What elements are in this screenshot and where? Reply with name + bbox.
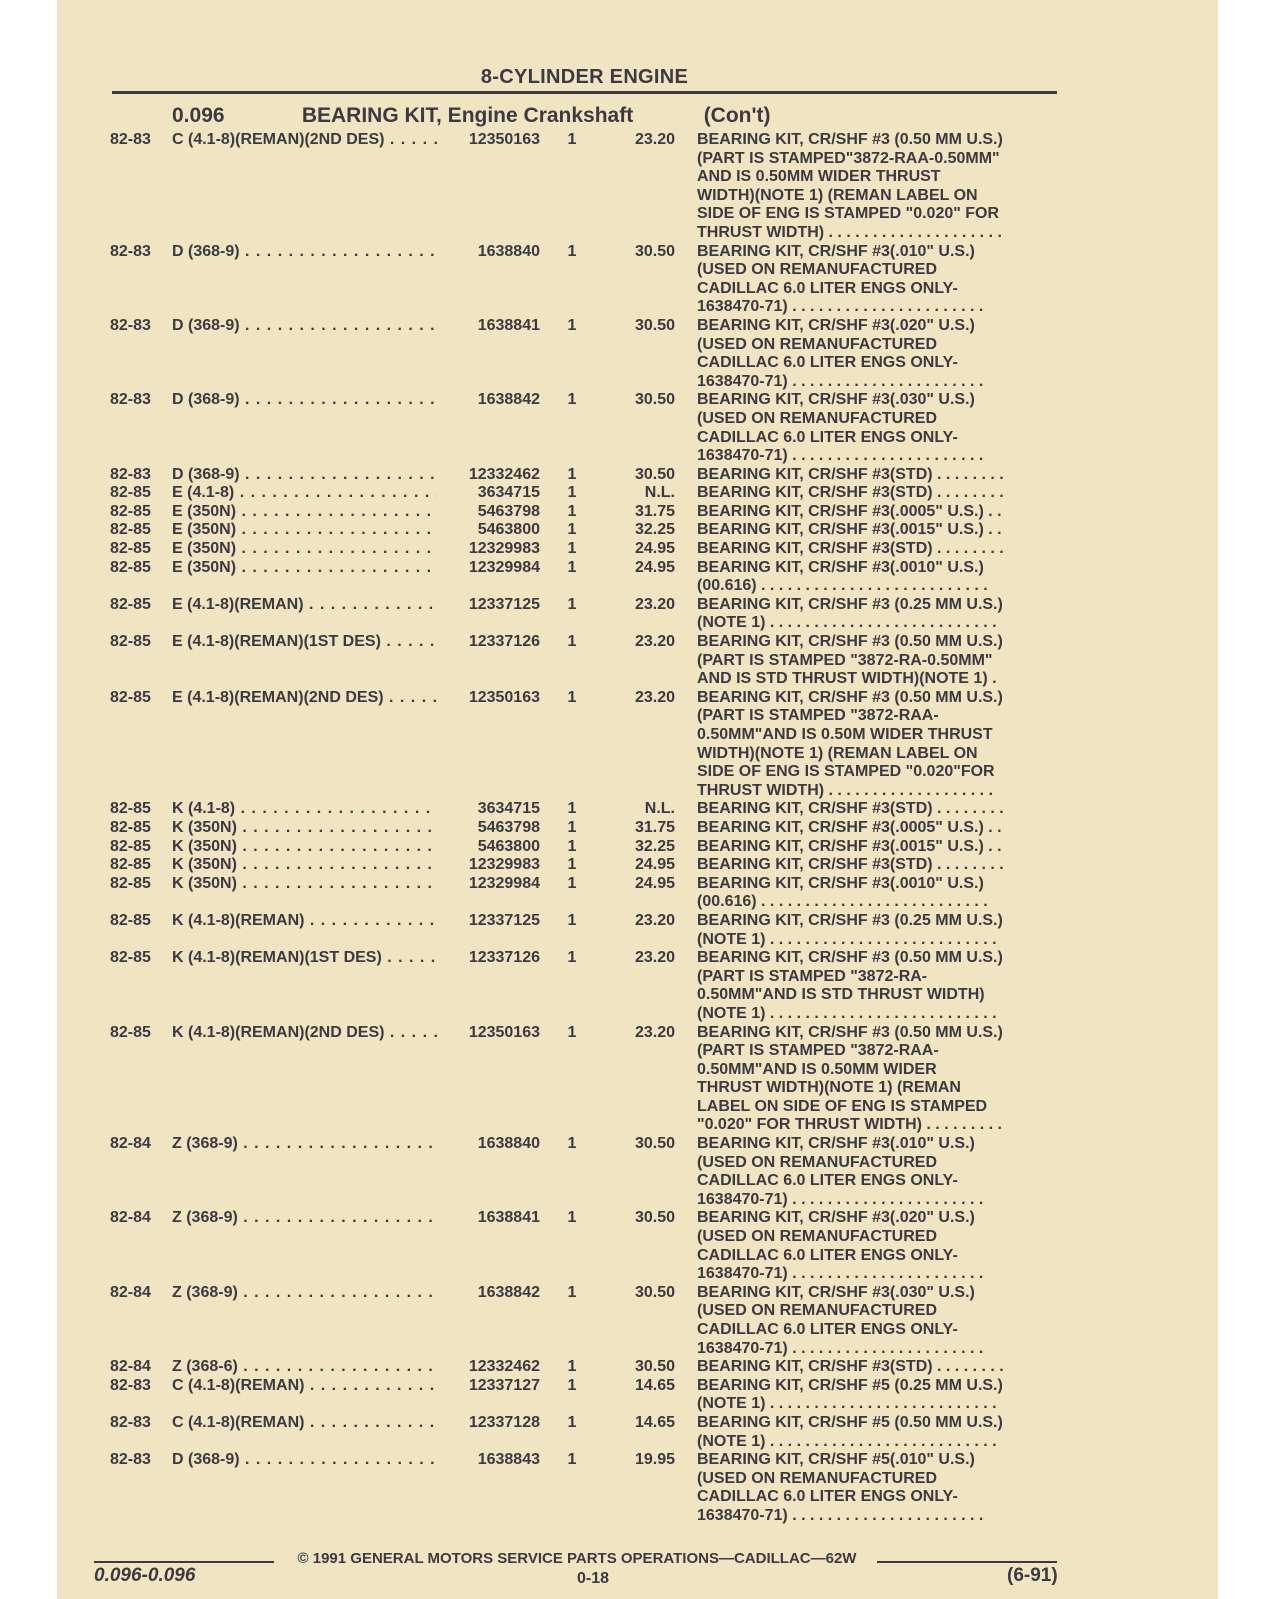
- quantity: 1: [567, 484, 577, 502]
- part-number: 1638841: [442, 317, 540, 336]
- revision-date: (6-91): [1007, 1565, 1058, 1586]
- quantity: 1: [567, 818, 577, 836]
- part-description: [697, 521, 1062, 540]
- description-prefix: BEARING KIT,: [697, 391, 804, 409]
- description-text: CR/SHF #5 (0.25 MM U.S.) (NOTE 1) . . . . . . . . . . . . . . . . . . . . . . . . . .: [697, 1376, 1003, 1413]
- part-number: 12337125: [442, 912, 540, 931]
- model-years: 82-84: [110, 1135, 151, 1153]
- description-text: CR/SHF #3(.0010" U.S.) (00.616) . . . . . . . . . . . . . . . . . . . . . . . . . .: [697, 874, 988, 911]
- engine-code: Z (368-9) . . .: [172, 1135, 437, 1154]
- description-prefix: BEARING KIT,: [697, 1376, 804, 1394]
- part-description: [697, 819, 1062, 838]
- description-prefix: BEARING KIT,: [697, 1451, 804, 1469]
- part-row: [110, 1284, 1070, 1358]
- model-years: 82-83: [110, 1376, 151, 1394]
- quantity: 1: [567, 633, 577, 651]
- model-years: 82-85: [110, 856, 151, 874]
- description-prefix: BEARING KIT,: [697, 911, 804, 929]
- description-prefix: BEARING KIT,: [697, 595, 804, 613]
- part-description: [697, 596, 1062, 633]
- description-prefix: BEARING KIT,: [697, 1283, 804, 1301]
- footer-rule-left: [94, 1561, 274, 1563]
- price: 32.25: [634, 521, 675, 539]
- model-years: 82-85: [110, 688, 151, 706]
- section-title: [172, 104, 770, 128]
- part-number: 12332462: [442, 1358, 540, 1377]
- part-description: [697, 131, 1062, 243]
- quantity: 1: [567, 242, 577, 260]
- description-text: CR/SHF #3(.010" U.S.) (USED ON REMANUFACTURED CADILLAC 6.0 LITER ENGS ONLY- 1638470-71) . . . . . . . . . . . . . . . . . . . . . .: [697, 242, 984, 316]
- quantity: 1: [567, 688, 577, 706]
- part-row: [110, 391, 1070, 465]
- part-row: [110, 949, 1070, 1023]
- description-prefix: BEARING KIT,: [697, 874, 804, 892]
- quantity: 1: [567, 1413, 577, 1431]
- description-text: CR/SHF #3(.020" U.S.) (USED ON REMANUFACTURED CADILLAC 6.0 LITER ENGS ONLY- 1638470-71) . . . . . . . . . . . . . . . . . . . . . .: [697, 1209, 984, 1283]
- part-number: 12337127: [442, 1377, 540, 1396]
- engine-code: D (368-9) . . .: [172, 1451, 437, 1470]
- quantity: 1: [567, 502, 577, 520]
- part-row: [110, 559, 1070, 596]
- part-description: [697, 1284, 1062, 1358]
- part-number: 12350163: [442, 689, 540, 708]
- price: 14.65: [634, 1413, 675, 1431]
- part-row: [110, 503, 1070, 522]
- description-prefix: BEARING KIT,: [697, 131, 804, 148]
- part-number: 12350163: [442, 1024, 540, 1043]
- quantity: 1: [567, 1023, 577, 1041]
- part-description: [697, 1135, 1062, 1209]
- part-description: [697, 540, 1062, 559]
- catalog-page: [57, 0, 1218, 1599]
- description-prefix: BEARING KIT,: [697, 465, 804, 483]
- description-text: CR/SHF #3(.0010" U.S.) (00.616) . . . . . . . . . . . . . . . . . . . . . . . . . .: [697, 558, 988, 595]
- part-description: [697, 949, 1062, 1023]
- part-row: [110, 1024, 1070, 1136]
- part-row: [110, 1209, 1070, 1283]
- description-prefix: BEARING KIT,: [697, 540, 804, 558]
- engine-code: K (350N) . . .: [172, 875, 437, 894]
- price: 30.50: [634, 1135, 675, 1153]
- part-number: 1638840: [442, 1135, 540, 1154]
- part-row: [110, 1451, 1070, 1525]
- description-text: CR/SHF #3(.010" U.S.) (USED ON REMANUFACTURED CADILLAC 6.0 LITER ENGS ONLY- 1638470-71) . . . . . . . . . . . . . . . . . . . . . .: [697, 1135, 984, 1208]
- description-prefix: BEARING KIT,: [697, 688, 804, 706]
- part-description: [697, 1451, 1062, 1525]
- price: 23.20: [634, 595, 675, 613]
- part-number: 5463798: [442, 503, 540, 522]
- quantity: 1: [567, 391, 577, 409]
- model-years: 82-84: [110, 1283, 151, 1301]
- part-row: [110, 466, 1070, 485]
- price: 23.20: [634, 633, 675, 651]
- quantity: 1: [567, 911, 577, 929]
- scan-margin-left: [0, 0, 57, 1599]
- description-text: CR/SHF #3 (0.50 MM U.S.) (PART IS STAMPED "3872-RA- 0.50MM"AND IS STD THRUST WIDTH) (NOTE 1) . . . . . . . . . . . . . . . . . . . . . . . . . .: [697, 949, 1003, 1022]
- quantity: 1: [567, 521, 577, 539]
- description-text: CR/SHF #3(STD) . . . . . . . .: [808, 1358, 1004, 1376]
- model-years: 82-85: [110, 837, 151, 855]
- part-row: [110, 540, 1070, 559]
- parts-list: [110, 131, 1070, 1526]
- engine-code: K (4.1-8)(REMAN)(1ST DES) . . .: [172, 949, 437, 968]
- description-text: CR/SHF #5 (0.50 MM U.S.) (NOTE 1) . . . . . . . . . . . . . . . . . . . . . . . . . .: [697, 1413, 1003, 1450]
- footer-rule-right: [877, 1561, 1057, 1563]
- price: 23.20: [634, 1023, 675, 1041]
- model-years: 82-85: [110, 633, 151, 651]
- engine-code: D (368-9) . . .: [172, 243, 437, 262]
- part-number: 12329983: [442, 540, 540, 559]
- engine-code: K (4.1-8)(REMAN) . . .: [172, 912, 437, 931]
- part-number: 3634715: [442, 484, 540, 503]
- part-row: [110, 838, 1070, 857]
- quantity: 1: [567, 1135, 577, 1153]
- part-description: [697, 875, 1062, 912]
- part-number: 1638842: [442, 391, 540, 410]
- price: 30.50: [634, 391, 675, 409]
- part-description: [697, 1358, 1062, 1377]
- engine-code: E (4.1-8) . . .: [172, 484, 437, 503]
- engine-code: D (368-9) . . .: [172, 466, 437, 485]
- price: 31.75: [634, 502, 675, 520]
- page-header: 8-CYLINDER ENGINE: [112, 66, 1057, 94]
- model-years: 82-85: [110, 595, 151, 613]
- engine-code: K (4.1-8)(REMAN)(2ND DES) . . .: [172, 1024, 437, 1043]
- footer-section-code: 0.096-0.096: [94, 1565, 196, 1586]
- description-prefix: BEARING KIT,: [697, 1413, 804, 1431]
- part-row: [110, 596, 1070, 633]
- quantity: 1: [567, 558, 577, 576]
- section-code: 0.096: [172, 104, 225, 127]
- part-description: [697, 559, 1062, 596]
- engine-code: K (350N) . . .: [172, 819, 437, 838]
- engine-code: E (350N) . . .: [172, 503, 437, 522]
- model-years: 82-85: [110, 911, 151, 929]
- price: 23.20: [634, 688, 675, 706]
- part-description: [697, 466, 1062, 485]
- quantity: 1: [567, 595, 577, 613]
- description-prefix: BEARING KIT,: [697, 502, 804, 520]
- part-number: 12337126: [442, 633, 540, 652]
- model-years: 82-85: [110, 502, 151, 520]
- description-text: CR/SHF #5(.010" U.S.) (USED ON REMANUFACTURED CADILLAC 6.0 LITER ENGS ONLY- 1638470-71) . . . . . . . . . . . . . . . . . . . . . .: [697, 1451, 984, 1524]
- model-years: 82-85: [110, 521, 151, 539]
- part-description: [697, 856, 1062, 875]
- description-prefix: BEARING KIT,: [697, 949, 804, 967]
- description-text: CR/SHF #3(.0015" U.S.) . .: [808, 837, 1002, 855]
- part-number: 3634715: [442, 800, 540, 819]
- engine-code: K (350N) . . .: [172, 856, 437, 875]
- part-description: [697, 800, 1062, 819]
- scan-margin-right: [1218, 0, 1275, 1599]
- price: 30.50: [634, 242, 675, 260]
- price: 30.50: [634, 1358, 675, 1376]
- part-description: [697, 1414, 1062, 1451]
- model-years: 82-85: [110, 484, 151, 502]
- description-prefix: BEARING KIT,: [697, 484, 804, 502]
- engine-code: K (4.1-8) . . .: [172, 800, 437, 819]
- part-description: [697, 1209, 1062, 1283]
- description-text: CR/SHF #3(STD) . . . . . . . .: [808, 540, 1004, 558]
- part-number: 1638841: [442, 1209, 540, 1228]
- part-number: 12337128: [442, 1414, 540, 1433]
- description-text: CR/SHF #3(STD) . . . . . . . .: [808, 465, 1004, 483]
- part-number: 12337125: [442, 596, 540, 615]
- quantity: 1: [567, 1376, 577, 1394]
- model-years: 82-83: [110, 1413, 151, 1431]
- description-prefix: BEARING KIT,: [697, 633, 804, 651]
- part-row: [110, 521, 1070, 540]
- part-number: 1638840: [442, 243, 540, 262]
- part-row: [110, 1135, 1070, 1209]
- engine-code: C (4.1-8)(REMAN)(2ND DES) . . .: [172, 131, 437, 150]
- description-prefix: BEARING KIT,: [697, 1135, 804, 1153]
- quantity: 1: [567, 131, 577, 148]
- description-prefix: BEARING KIT,: [697, 242, 804, 260]
- price: 24.95: [634, 540, 675, 558]
- price: 14.65: [634, 1376, 675, 1394]
- description-text: CR/SHF #3 (0.25 MM U.S.) (NOTE 1) . . . . . . . . . . . . . . . . . . . . . . . . . .: [697, 595, 1003, 632]
- engine-code: Z (368-9) . . .: [172, 1209, 437, 1228]
- price: N.L.: [644, 800, 675, 818]
- model-years: 82-85: [110, 1023, 151, 1041]
- description-text: CR/SHF #3(STD) . . . . . . . .: [808, 800, 1004, 818]
- model-years: 82-83: [110, 242, 151, 260]
- model-years: 82-85: [110, 818, 151, 836]
- engine-code: C (4.1-8)(REMAN) . . .: [172, 1414, 437, 1433]
- part-row: [110, 317, 1070, 391]
- engine-code: E (4.1-8)(REMAN)(2ND DES) . . .: [172, 689, 437, 708]
- model-years: 82-83: [110, 316, 151, 334]
- quantity: 1: [567, 1451, 577, 1469]
- model-years: 82-85: [110, 558, 151, 576]
- part-description: [697, 317, 1062, 391]
- description-prefix: BEARING KIT,: [697, 818, 804, 836]
- description-text: CR/SHF #3(.0005" U.S.) . .: [808, 818, 1002, 836]
- price: 19.95: [634, 1451, 675, 1469]
- part-number: 5463800: [442, 521, 540, 540]
- part-description: [697, 484, 1062, 503]
- page-number: 0-18: [577, 1570, 610, 1587]
- description-prefix: BEARING KIT,: [697, 856, 804, 874]
- part-row: [110, 856, 1070, 875]
- part-number: 12337126: [442, 949, 540, 968]
- part-row: [110, 1414, 1070, 1451]
- engine-code: E (350N) . . .: [172, 559, 437, 578]
- description-text: CR/SHF #3 (0.50 MM U.S.) (PART IS STAMPED"3872-RAA-0.50MM" AND IS 0.50MM WIDER THRUST WIDTH)(NOTE 1) (REMAN LABEL ON SIDE OF ENG IS STAMPED "0.020" FOR THRUST WIDTH) . . . . . . . . . . . . . . . . . . . .: [697, 131, 1003, 241]
- part-number: 5463800: [442, 838, 540, 857]
- model-years: 82-85: [110, 540, 151, 558]
- part-number: 12332462: [442, 466, 540, 485]
- part-number: 1638842: [442, 1284, 540, 1303]
- description-text: CR/SHF #3(.0015" U.S.) . .: [808, 521, 1002, 539]
- part-description: [697, 912, 1062, 949]
- engine-code: C (4.1-8)(REMAN) . . .: [172, 1377, 437, 1396]
- price: N.L.: [644, 484, 675, 502]
- description-text: CR/SHF #3 (0.50 MM U.S.) (PART IS STAMPED "3872-RA-0.50MM" AND IS STD THRUST WIDTH)(NOTE 1) .: [697, 633, 1003, 688]
- engine-code: E (4.1-8)(REMAN)(1ST DES) . . .: [172, 633, 437, 652]
- engine-code: E (4.1-8)(REMAN) . . .: [172, 596, 437, 615]
- part-row: [110, 484, 1070, 503]
- part-description: [697, 243, 1062, 317]
- part-number: 1638843: [442, 1451, 540, 1470]
- part-description: [697, 633, 1062, 689]
- quantity: 1: [567, 874, 577, 892]
- part-number: 5463798: [442, 819, 540, 838]
- engine-code: D (368-9) . . .: [172, 317, 437, 336]
- description-text: CR/SHF #3 (0.25 MM U.S.) (NOTE 1) . . . . . . . . . . . . . . . . . . . . . . . . . .: [697, 911, 1003, 948]
- part-description: [697, 1377, 1062, 1414]
- part-row: [110, 633, 1070, 689]
- quantity: 1: [567, 1358, 577, 1376]
- part-row: [110, 1377, 1070, 1414]
- engine-code: E (350N) . . .: [172, 540, 437, 559]
- price: 24.95: [634, 558, 675, 576]
- quantity: 1: [567, 465, 577, 483]
- quantity: 1: [567, 856, 577, 874]
- price: 23.20: [634, 911, 675, 929]
- price: 30.50: [634, 1209, 675, 1227]
- part-row: [110, 800, 1070, 819]
- part-row: [110, 1358, 1070, 1377]
- description-prefix: BEARING KIT,: [697, 1023, 804, 1041]
- price: 31.75: [634, 818, 675, 836]
- description-prefix: BEARING KIT,: [697, 316, 804, 334]
- description-prefix: BEARING KIT,: [697, 1209, 804, 1227]
- part-description: [697, 391, 1062, 465]
- price: 24.95: [634, 874, 675, 892]
- description-text: CR/SHF #3(STD) . . . . . . . .: [808, 856, 1004, 874]
- engine-code: Z (368-9) . . .: [172, 1284, 437, 1303]
- model-years: 82-85: [110, 800, 151, 818]
- part-description: [697, 503, 1062, 522]
- part-row: [110, 819, 1070, 838]
- description-prefix: BEARING KIT,: [697, 1358, 804, 1376]
- engine-code: Z (368-6) . . .: [172, 1358, 437, 1377]
- model-years: 82-85: [110, 949, 151, 967]
- price: 32.25: [634, 837, 675, 855]
- part-number: 12329983: [442, 856, 540, 875]
- description-prefix: BEARING KIT,: [697, 521, 804, 539]
- part-description: [697, 1024, 1062, 1136]
- description-prefix: BEARING KIT,: [697, 837, 804, 855]
- engine-code: D (368-9) . . .: [172, 391, 437, 410]
- description-text: CR/SHF #3 (0.50 MM U.S.) (PART IS STAMPED "3872-RAA- 0.50MM"AND IS 0.50M WIDER THRUST WIDTH)(NOTE 1) (REMAN LABEL ON SIDE OF ENG IS STAMPED "0.020"FOR THRUST WIDTH) . . . . . . . . . . . . . . . . . . .: [697, 688, 1003, 799]
- description-text: CR/SHF #3(STD) . . . . . . . .: [808, 484, 1004, 502]
- price: 30.50: [634, 465, 675, 483]
- section-continued: (Con't): [703, 104, 771, 127]
- part-row: [110, 689, 1070, 801]
- part-row: [110, 912, 1070, 949]
- model-years: 82-83: [110, 131, 151, 148]
- description-prefix: BEARING KIT,: [697, 558, 804, 576]
- model-years: 82-83: [110, 1451, 151, 1469]
- description-text: CR/SHF #3(.030" U.S.) (USED ON REMANUFACTURED CADILLAC 6.0 LITER ENGS ONLY- 1638470-71) . . . . . . . . . . . . . . . . . . . . . .: [697, 391, 984, 465]
- price: 24.95: [634, 856, 675, 874]
- price: 30.50: [634, 1283, 675, 1301]
- quantity: 1: [567, 1209, 577, 1227]
- model-years: 82-83: [110, 465, 151, 483]
- quantity: 1: [567, 949, 577, 967]
- description-prefix: BEARING KIT,: [697, 800, 804, 818]
- model-years: 82-85: [110, 874, 151, 892]
- part-row: [110, 243, 1070, 317]
- price: 30.50: [634, 316, 675, 334]
- engine-code: E (350N) . . .: [172, 521, 437, 540]
- part-number: 12329984: [442, 875, 540, 894]
- description-text: CR/SHF #3(.030" U.S.) (USED ON REMANUFACTURED CADILLAC 6.0 LITER ENGS ONLY- 1638470-71) . . . . . . . . . . . . . . . . . . . . . .: [697, 1283, 984, 1357]
- description-text: CR/SHF #3(.020" U.S.) (USED ON REMANUFACTURED CADILLAC 6.0 LITER ENGS ONLY- 1638470-71) . . . . . . . . . . . . . . . . . . . . . .: [697, 316, 984, 390]
- section-name: BEARING KIT, Engine Crankshaft: [301, 104, 634, 127]
- part-row: [110, 875, 1070, 912]
- engine-code: K (350N) . . .: [172, 838, 437, 857]
- quantity: 1: [567, 800, 577, 818]
- description-text: CR/SHF #3 (0.50 MM U.S.) (PART IS STAMPED "3872-RAA- 0.50MM"AND IS 0.50MM WIDER THRUST WIDTH)(NOTE 1) (REMAN LABEL ON SIDE OF ENG IS STAMPED "0.020" FOR THRUST WIDTH) . . . . . . . . .: [697, 1023, 1003, 1134]
- quantity: 1: [567, 837, 577, 855]
- quantity: 1: [567, 316, 577, 334]
- price: 23.20: [634, 131, 675, 148]
- price: 23.20: [634, 949, 675, 967]
- model-years: 82-84: [110, 1358, 151, 1376]
- model-years: 82-84: [110, 1209, 151, 1227]
- footer-copyright: © 1991 GENERAL MOTORS SERVICE PARTS OPERATIONS—CADILLAC—62W: [297, 1550, 857, 1567]
- quantity: 1: [567, 1283, 577, 1301]
- model-years: 82-83: [110, 391, 151, 409]
- part-description: [697, 838, 1062, 857]
- part-row: [110, 131, 1070, 243]
- description-text: CR/SHF #3(.0005" U.S.) . .: [808, 502, 1002, 520]
- part-description: [697, 689, 1062, 801]
- quantity: 1: [567, 540, 577, 558]
- part-number: 12329984: [442, 559, 540, 578]
- part-number: 12350163: [442, 131, 540, 150]
